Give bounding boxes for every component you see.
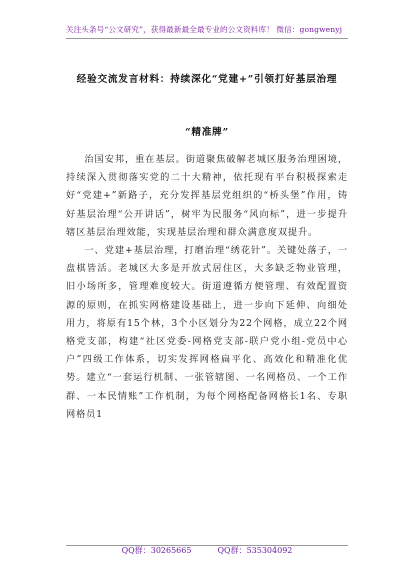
header-banner: 关注头条号“公文研究”，获得最新最全最专业的公文资料库！ 微信：gongwenyj [65, 25, 343, 34]
document-title-continued: “精准牌” [185, 127, 229, 138]
document-body [66, 151, 348, 424]
header-divider [66, 38, 348, 39]
document-title: 经验交流发言材料：持续深化“党建+”引领打好基层治理 [76, 74, 338, 85]
footer [66, 545, 348, 556]
footer-qq-group-2: QQ群：535304092 [217, 546, 293, 555]
footer-qq-group-1: QQ群：30265665 [121, 546, 192, 555]
paragraph-intro: 治国安邦，重在基层。街道聚焦破解老城区服务治理困境，持续深入贯彻落实党的二十大精神，依托现有平台积极探索走好“党建+”新路子，充分发挥基层党组织的“桥头堡”作用，铸好基层治理“公开讲话”，树牢为民服务“风向标”，进一步提升辖区基层治理效能，实现基层治理和群众满意度双提升。 [66, 154, 348, 238]
paragraph-section-1: 一、党建+基层治理，打磨治理“绣花针”。关键处落子，一盘棋皆活。老城区大多是开放式居住区，大多缺乏物业管理，旧小场所多，管理难度较大。街道遵循方便管理、有效配置资源的原则，在抓实网格建设基础上，进一步向下延伸、向细处用力，将原有15个林，3个小区划分为22个网格，成立22个网格党支部，构建“社区党委-网格党支部-联户党小组-党员中心户”四级工作体系，切实发挥网格扁平化、高效化和精准化优势。建立“一套运行机制、一张管辖图、一名网格员、一个工作群、一本民情账”工作机制，为每个网格配备网格长1名、专职网格员1 [66, 245, 348, 420]
